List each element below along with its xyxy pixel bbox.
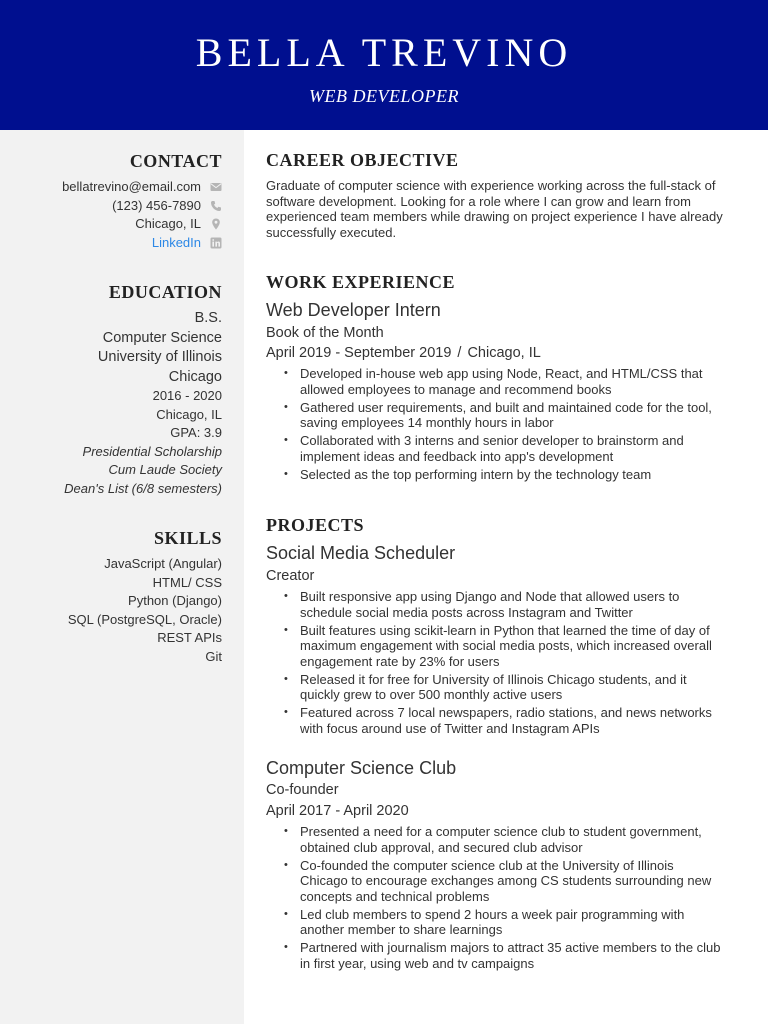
contact-list xyxy=(12,178,222,252)
education-honor: Dean's List (6/8 semesters) xyxy=(64,480,222,496)
work-dates: April 2019 - September 2019 xyxy=(266,345,452,361)
education-honor: Presidential Scholarship xyxy=(82,443,222,459)
skills-heading: SKILLS xyxy=(153,528,222,548)
education-section xyxy=(12,281,222,498)
work-location: Chicago, IL xyxy=(467,345,541,361)
objective-heading: CAREER OBJECTIVE xyxy=(266,150,459,170)
skills-list xyxy=(12,555,222,666)
list-item: • Co-founded the computer science club at the University of Illinois Chicago to encourage exchanges among CS students surrounding new concepts and technical problems xyxy=(284,858,724,905)
education-school-line2: Chicago xyxy=(168,368,222,385)
projects-heading: PROJECTS xyxy=(266,515,365,535)
contact-linkedin[interactable] xyxy=(12,234,222,253)
work-title: Web Developer Intern xyxy=(266,300,441,320)
contact-email-text: bellatrevino@email.com xyxy=(62,179,201,194)
project2-role: Co-founder xyxy=(266,782,339,798)
list-item: • Developed in-house web app using Node, React, and HTML/CSS that allowed employees to manage and recommend books xyxy=(284,366,724,397)
education-major: Computer Science xyxy=(102,329,222,346)
list-item: • Selected as the top performing intern by the technology team xyxy=(284,467,724,483)
skill-item: REST APIs xyxy=(157,630,222,645)
contact-section xyxy=(12,150,222,252)
phone-icon xyxy=(210,200,222,212)
contact-email[interactable] xyxy=(12,178,222,197)
skills-section xyxy=(12,527,222,666)
list-item: • Led club members to spend 2 hours a week pair programming with another member to share learnings xyxy=(284,907,724,938)
skill-item: SQL (PostgreSQL, Oracle) xyxy=(67,611,222,627)
project1-bullets xyxy=(284,589,724,739)
linkedin-icon xyxy=(210,237,222,249)
education-honor: Cum Laude Society xyxy=(108,462,222,477)
list-item: • Built responsive app using Django and Node that allowed users to schedule social media posts across Instagram and Twitter xyxy=(284,589,724,620)
skill-item: Python (Django) xyxy=(128,593,222,608)
work-separator: / xyxy=(457,345,462,361)
project1-role: Creator xyxy=(266,568,315,584)
objective-text: Graduate of computer science with experience working across the full-stack of software development. Looking for a role where I can grow and learn from experienced team members while drawing on project experience I have already successfully executed. xyxy=(266,178,723,240)
skill-item: JavaScript (Angular) xyxy=(104,556,222,571)
work-heading: WORK EXPERIENCE xyxy=(266,272,456,292)
education-degree: B.S. xyxy=(194,310,222,326)
work-bullets xyxy=(284,366,724,485)
skill-item: Git xyxy=(205,648,222,664)
project2-title: Computer Science Club xyxy=(266,758,457,778)
education-location: Chicago, IL xyxy=(156,406,222,422)
list-item: • Featured across 7 local newspapers, radio stations, and news networks with focus around use of Twitter and Instagram APIs xyxy=(284,705,724,736)
education-gpa: GPA: 3.9 xyxy=(170,425,222,440)
list-item: • Presented a need for a computer science club to student government, obtained club approval, and secured club advisor xyxy=(284,824,724,855)
contact-location xyxy=(12,215,222,234)
resume-header xyxy=(0,0,768,130)
work-dates-location xyxy=(266,344,541,363)
contact-location-text: Chicago, IL xyxy=(135,216,201,231)
list-item: • Released it for free for University of Illinois Chicago students, and it quickly grew to over 500 monthly active users xyxy=(284,672,724,703)
linkedin-link[interactable]: LinkedIn xyxy=(151,234,201,250)
candidate-role: WEB DEVELOPER xyxy=(309,86,459,106)
candidate-name: BELLA TREVINO xyxy=(195,30,573,75)
map-pin-icon xyxy=(210,218,222,230)
contact-phone-text: (123) 456-7890 xyxy=(112,197,201,213)
education-school-line1: University of Illinois xyxy=(97,349,222,365)
work-company: Book of the Month xyxy=(266,325,384,341)
sidebar xyxy=(0,130,244,1024)
contact-heading: CONTACT xyxy=(129,151,222,171)
list-item: • Built features using scikit-learn in Python that learned the time of day of maximum engagement with social media posts, which increased overall engagement rate by 23% for users xyxy=(284,623,724,670)
contact-phone[interactable] xyxy=(12,197,222,216)
list-item: • Gathered user requirements, and built and maintained code for the tool, saving employees 14 monthly hours in labor xyxy=(284,400,724,431)
envelope-icon xyxy=(210,181,222,193)
project1-title: Social Media Scheduler xyxy=(266,543,456,563)
education-heading: EDUCATION xyxy=(108,282,222,302)
list-item: • Partnered with journalism majors to attract 35 active members to the club in first year, using web and tv campaigns xyxy=(284,940,724,971)
education-list xyxy=(12,309,222,498)
list-item: • Collaborated with 3 interns and senior developer to brainstorm and implement ideas and feedback into app's development xyxy=(284,433,724,464)
education-dates: 2016 - 2020 xyxy=(152,388,222,403)
project2-bullets xyxy=(284,824,724,974)
project2-dates: April 2017 - April 2020 xyxy=(266,803,409,819)
skill-item: HTML/ CSS xyxy=(152,574,222,590)
